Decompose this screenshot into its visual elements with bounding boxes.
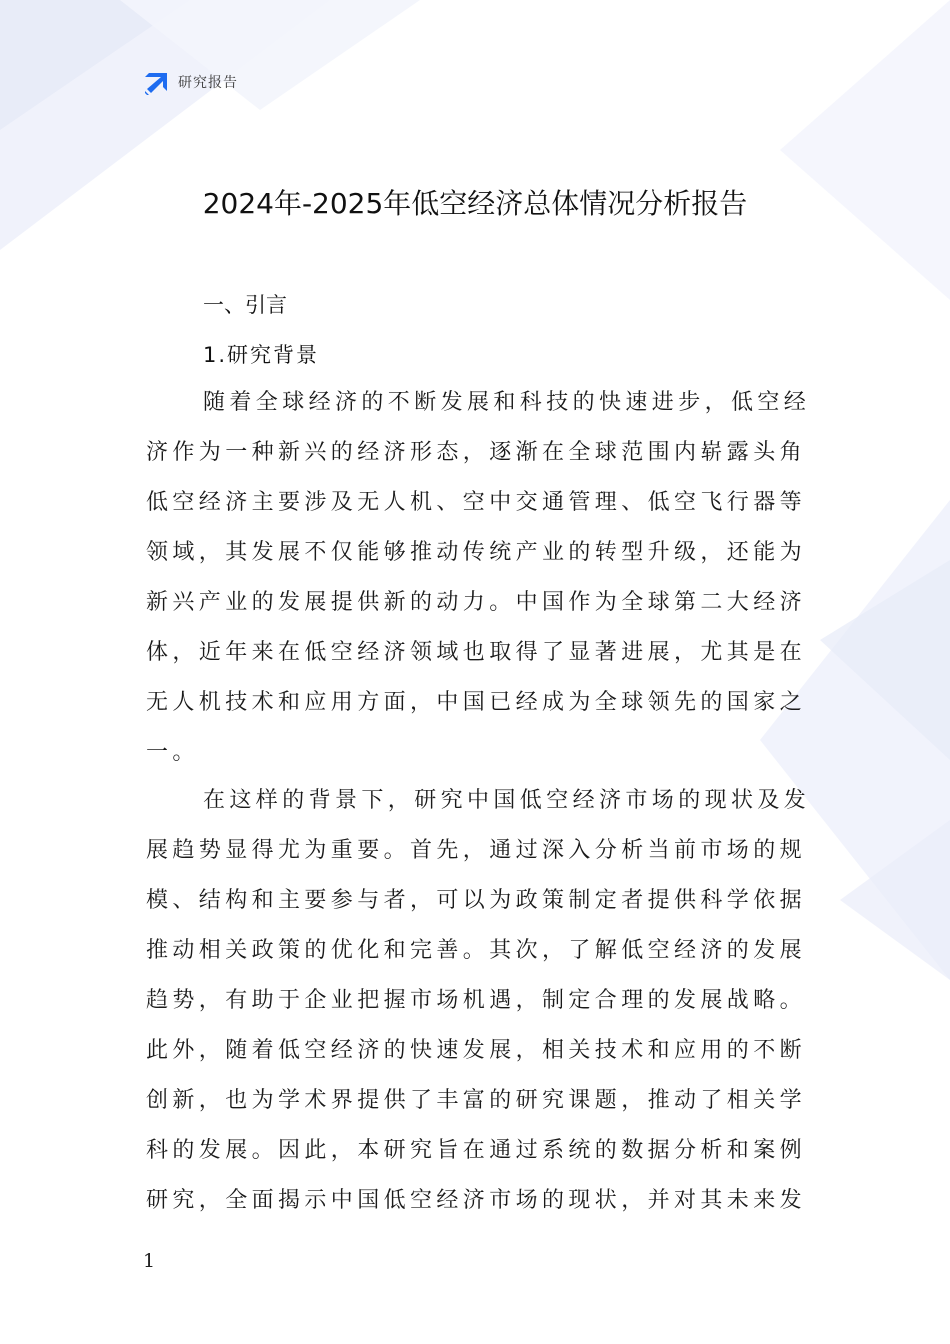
text-line: 创新，也为学术界提供了丰富的研究课题，推动了相关学 <box>146 1088 807 1113</box>
text-line: 研究，全面揭示中国低空经济市场的现状，并对其未来发 <box>146 1188 807 1213</box>
text-line: 新兴产业的发展提供新的动力。中国作为全球第二大经济 <box>146 590 807 615</box>
document-title: 2024年-2025年低空经济总体情况分析报告 <box>202 187 748 220</box>
text-line: 低空经济主要涉及无人机、空中交通管理、低空飞行器等 <box>146 490 807 515</box>
text-line: 无人机技术和应用方面，中国已经成为全球领先的国家之 <box>146 690 807 715</box>
text-line: 一。 <box>146 740 199 765</box>
text-line: 随着全球经济的不断发展和科技的快速进步，低空经 <box>203 390 811 415</box>
text-line: 在这样的背景下，研究中国低空经济市场的现状及发 <box>203 788 811 813</box>
subsection-heading: 1.研究背景 <box>203 343 320 367</box>
text-line: 此外，随着低空经济的快速发展，相关技术和应用的不断 <box>146 1038 807 1063</box>
text-line: 模、结构和主要参与者，可以为政策制定者提供科学依据 <box>146 888 807 913</box>
text-line: 领域，其发展不仅能够推动传统产业的转型升级，还能为 <box>146 540 807 565</box>
text-line: 趋势，有助于企业把握市场机遇，制定合理的发展战略。 <box>146 988 807 1013</box>
text-line: 济作为一种新兴的经济形态，逐渐在全球范围内崭露头角 <box>146 440 807 465</box>
paragraph-2 <box>146 776 811 1226</box>
paragraph-1 <box>146 378 811 778</box>
arrow-logo-icon <box>143 69 171 95</box>
page-number: 1 <box>143 1250 156 1272</box>
header-label: 研究报告 <box>178 75 238 91</box>
text-line: 科的发展。因此，本研究旨在通过系统的数据分析和案例 <box>146 1138 807 1163</box>
section-heading: 一、引言 <box>203 293 287 317</box>
text-line: 体，近年来在低空经济领域也取得了显著进展，尤其是在 <box>146 640 807 665</box>
report-header <box>143 68 238 96</box>
text-line: 展趋势显得尤为重要。首先，通过深入分析当前市场的规 <box>146 838 807 863</box>
text-line: 推动相关政策的优化和完善。其次，了解低空经济的发展 <box>146 938 807 963</box>
